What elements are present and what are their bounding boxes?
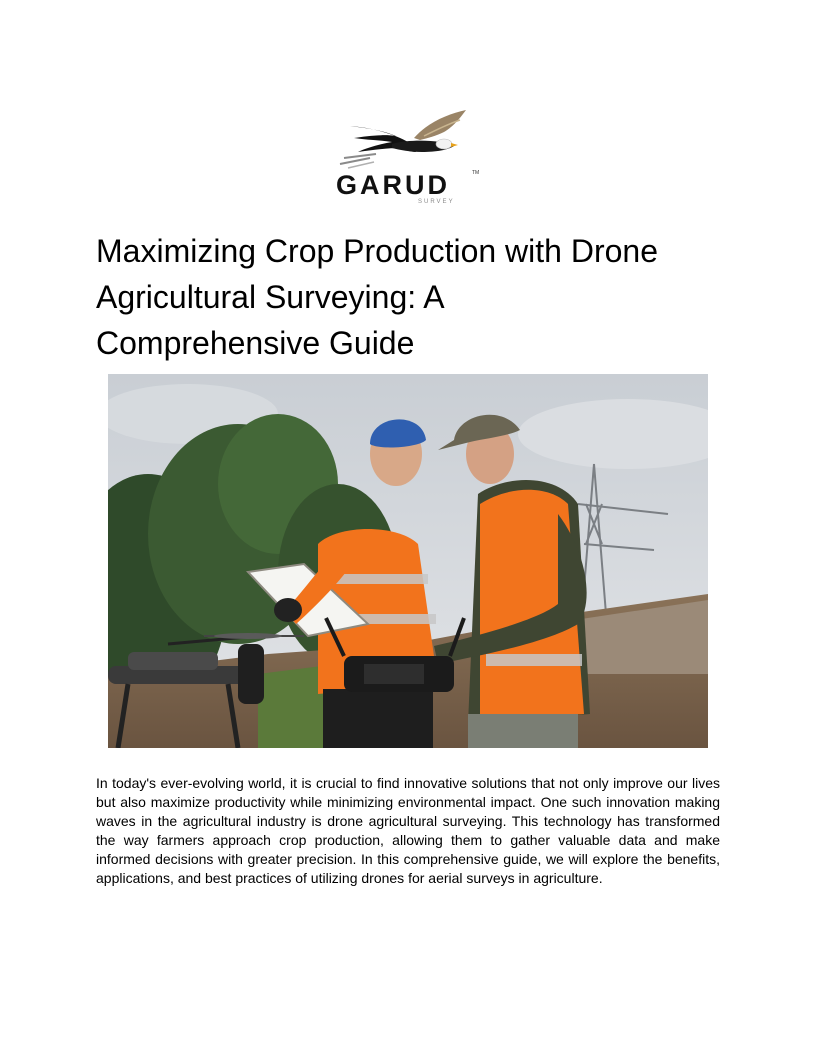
logo-wordmark: GARUD [336,170,450,200]
title-line-1: Maximizing Crop Production with Drone [96,233,658,269]
article-title [96,228,726,366]
logo-tagline: SURVEY [418,199,455,205]
title-line-2: Agricultural Surveying: A [96,279,445,315]
intro-paragraph: In today's ever-evolving world, it is crucial to find innovative solutions that not only improve our lives but also maximize productivity while minimizing environmental impact. One such innovation making waves in the agricultural industry is drone agricultural surveying. This technology has transformed the way farmers approach crop production, allowing them to gather valuable data and make informed decisions with greater precision. In this comprehensive guide, we will explore the benefits, applications, and best practices of utilizing drones for aerial surveys in agriculture. [96,775,720,886]
eagle-icon [336,108,480,208]
title-line-3: Comprehensive Guide [96,325,415,361]
hero-photo [108,374,708,748]
garud-logo [336,108,480,208]
logo-trademark: TM [472,170,480,176]
